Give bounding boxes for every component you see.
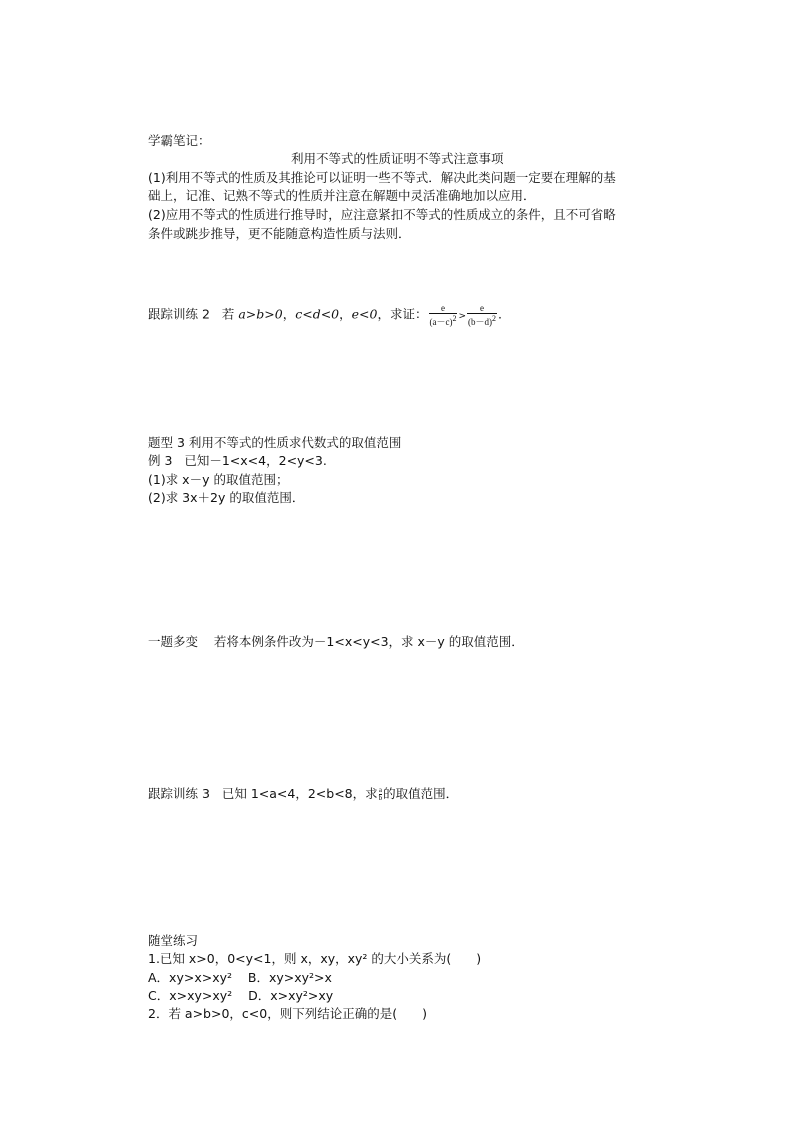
fraction-1-numerator: e bbox=[440, 303, 445, 313]
example-3 bbox=[148, 452, 327, 470]
exercise-2-cond-2: c<d<0 bbox=[295, 306, 340, 322]
exercise-3-label: 跟踪训练 3 bbox=[148, 786, 210, 801]
option-b: B．xy>xy²>x bbox=[247, 970, 332, 985]
notes-heading: 学霸笔记： bbox=[148, 133, 211, 148]
practice-heading: 随堂练习 bbox=[148, 933, 199, 948]
fraction-2 bbox=[467, 303, 497, 327]
exercise-2-prefix: 若 bbox=[221, 306, 235, 322]
practice-question-1: 1.已知 x>0，0<y<1，则 x，xy，xy² 的大小关系为( ) bbox=[148, 951, 482, 966]
example-3-text: 已知－1<x<4，2<y<3. bbox=[184, 453, 327, 468]
notes-title: 利用不等式的性质证明不等式注意事项 bbox=[291, 151, 504, 166]
exercise-3-fraction bbox=[379, 787, 383, 802]
exercise-2-cond-1: a>b>0 bbox=[238, 306, 283, 322]
exercise-2-label: 跟踪训练 2 bbox=[148, 306, 210, 322]
option-a: A．xy>x>xy² bbox=[148, 970, 232, 985]
fraction-2-numerator: e bbox=[480, 303, 485, 313]
fraction-1-exponent: 2 bbox=[452, 314, 457, 323]
practice-question-2: 2．若 a>b>0，c<0，则下列结论正确的是( ) bbox=[148, 1006, 427, 1021]
notes-paragraph-2-line-1: (2)应用不等式的性质进行推导时，应注意紧扣不等式的性质成立的条件，且不可省略 bbox=[148, 207, 616, 222]
practice-question-1-options-row-2 bbox=[148, 987, 333, 1005]
exercise-3-fraction-numerator: a bbox=[378, 786, 382, 794]
exercise-3 bbox=[148, 783, 458, 805]
exercise-3-prefix: 已知 1<a<4，2<b<8，求 bbox=[221, 786, 378, 801]
notes-paragraph-1-line-1: (1)利用不等式的性质及其推论可以证明一些不等式．解决此类问题一定要在理解的基 bbox=[148, 170, 616, 185]
example-3-question-2: (2)求 3x＋2y 的取值范围． bbox=[148, 490, 305, 505]
exercise-2-prove: ，求证： bbox=[377, 306, 428, 322]
fraction-1 bbox=[429, 303, 458, 327]
notes-paragraph-1-line-2: 础上，记准、记熟不等式的性质并注意在解题中灵活准确地加以应用． bbox=[148, 188, 536, 203]
variant-problem bbox=[148, 633, 524, 651]
example-3-question-1: (1)求 x－y 的取值范围； bbox=[148, 472, 289, 487]
exercise-2-sep-2: ， bbox=[339, 306, 352, 322]
notes-paragraph-2-line-2: 条件或跳步推导，更不能随意构造性质与法则． bbox=[148, 226, 411, 241]
fraction-1-denominator: (a－c) bbox=[429, 317, 453, 327]
variant-label: 一题多变 bbox=[148, 634, 199, 649]
exercise-2-sep-1: ， bbox=[282, 306, 296, 322]
type-3-title: 题型 3 利用不等式的性质求代数式的取值范围 bbox=[148, 435, 402, 450]
greater-than-sign: > bbox=[458, 311, 467, 322]
practice-question-1-options-row-1 bbox=[148, 969, 332, 987]
exercise-2-cond-3: e<0 bbox=[351, 306, 378, 322]
option-d: D．x>xy²>xy bbox=[248, 988, 334, 1003]
fraction-2-exponent: 2 bbox=[492, 314, 497, 323]
fraction-2-denominator: (b－d) bbox=[468, 317, 493, 327]
exercise-2-end: . bbox=[498, 306, 503, 322]
exercise-3-fraction-denominator: b bbox=[378, 794, 383, 802]
exercise-3-suffix: 的取值范围． bbox=[383, 786, 459, 801]
variant-text: 若将本例条件改为－1<x<y<3，求 x－y 的取值范围． bbox=[213, 634, 524, 649]
option-c: C．x>xy>xy² bbox=[148, 988, 233, 1003]
example-3-label: 例 3 bbox=[148, 453, 173, 468]
exercise-2 bbox=[148, 303, 502, 328]
